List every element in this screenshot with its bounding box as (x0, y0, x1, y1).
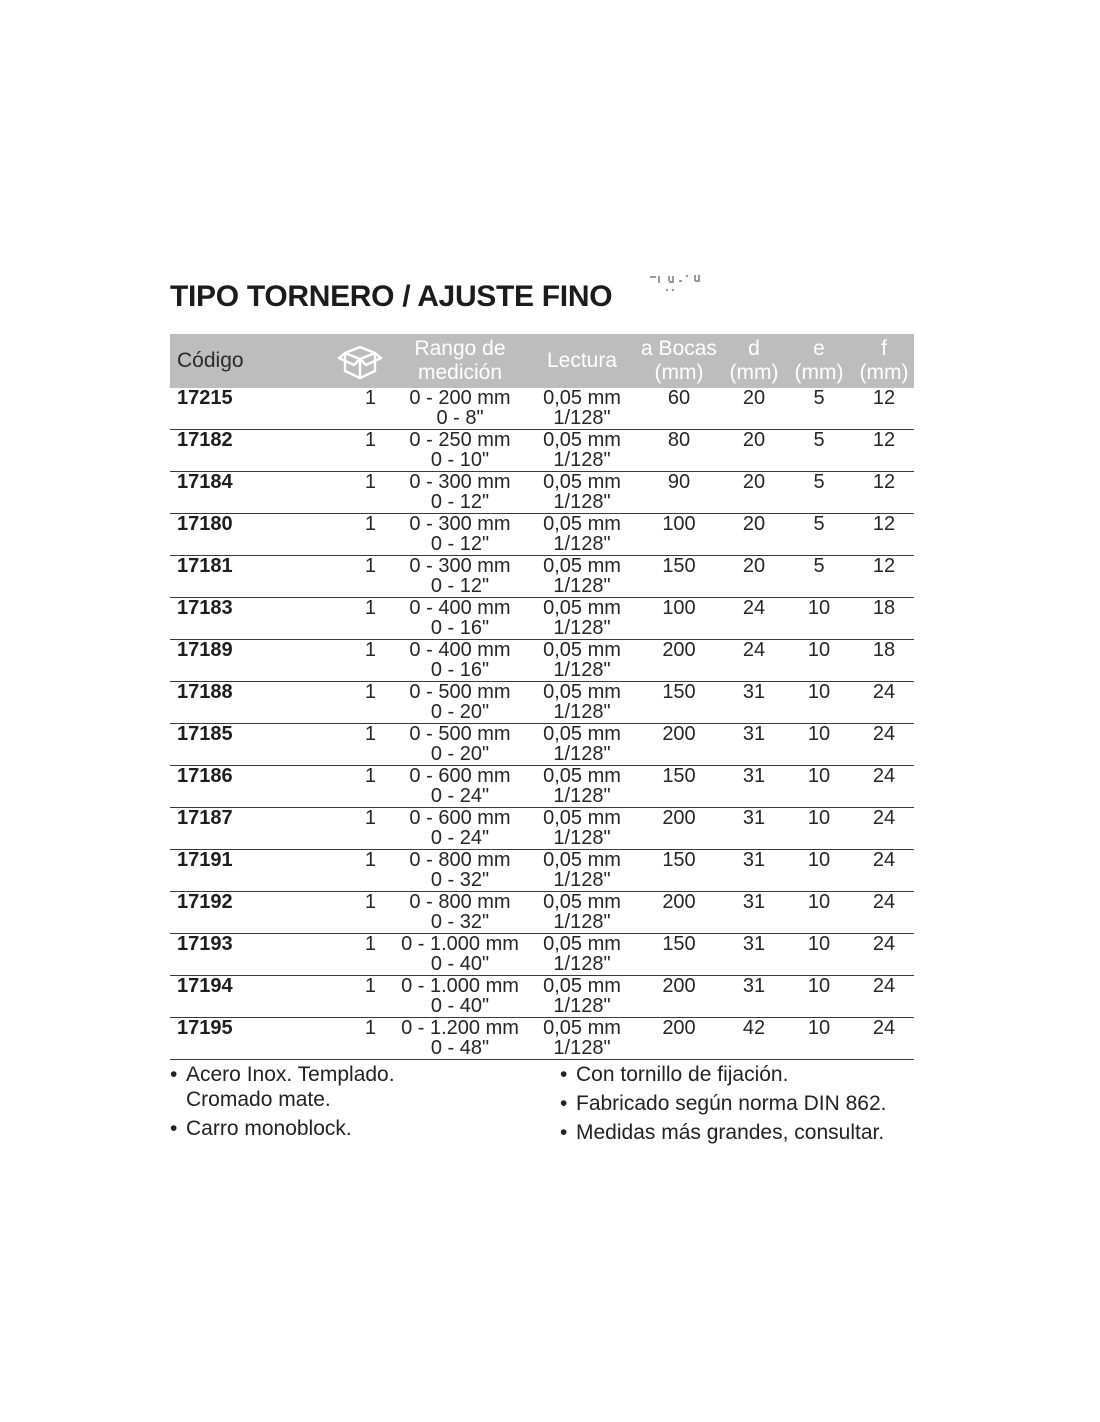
cell-d: 31 (724, 934, 784, 976)
cell-f: 24 (854, 808, 914, 850)
cell-d: 20 (724, 388, 784, 430)
cell-code: 17182 (170, 430, 330, 472)
cell-f: 12 (854, 472, 914, 514)
table-row (170, 934, 914, 976)
cell-e: 10 (784, 682, 854, 724)
cell-jaws: 150 (634, 556, 724, 598)
note-item (560, 1091, 940, 1116)
cell-qty: 1 (330, 472, 390, 514)
cell-qty: 1 (330, 808, 390, 850)
cell-jaws: 150 (634, 850, 724, 892)
cell-f: 12 (854, 388, 914, 430)
note-text: Carro monoblock. (186, 1117, 352, 1140)
cell-range: 0 - 500 mm 0 - 20" (390, 682, 530, 724)
cell-f: 24 (854, 682, 914, 724)
cell-code: 17187 (170, 808, 330, 850)
note-item (560, 1120, 940, 1145)
cell-f: 18 (854, 640, 914, 682)
cell-jaws: 100 (634, 598, 724, 640)
cell-d: 31 (724, 976, 784, 1018)
cell-jaws: 200 (634, 724, 724, 766)
table-row (170, 514, 914, 556)
header-jaws: a Bocas (mm) (634, 334, 724, 388)
cell-reading: 0,05 mm 1/128" (530, 430, 634, 472)
cell-qty: 1 (330, 976, 390, 1018)
cell-reading: 0,05 mm 1/128" (530, 556, 634, 598)
cell-reading: 0,05 mm 1/128" (530, 472, 634, 514)
note-text: Fabricado según norma DIN 862. (576, 1092, 887, 1115)
cell-reading: 0,05 mm 1/128" (530, 892, 634, 934)
note-text: Medidas más grandes, consultar. (576, 1121, 885, 1144)
table-row (170, 808, 914, 850)
cell-e: 5 (784, 430, 854, 472)
cell-e: 5 (784, 514, 854, 556)
notes-left (170, 1062, 550, 1145)
cell-d: 31 (724, 766, 784, 808)
table-row (170, 682, 914, 724)
cell-e: 10 (784, 766, 854, 808)
cell-qty: 1 (330, 850, 390, 892)
cell-code: 17185 (170, 724, 330, 766)
cell-code: 17192 (170, 892, 330, 934)
scan-artifact-marks (648, 272, 728, 296)
cell-reading: 0,05 mm 1/128" (530, 934, 634, 976)
cell-qty: 1 (330, 430, 390, 472)
cell-reading: 0,05 mm 1/128" (530, 388, 634, 430)
cell-jaws: 100 (634, 514, 724, 556)
cell-range: 0 - 800 mm 0 - 32" (390, 892, 530, 934)
cell-f: 24 (854, 892, 914, 934)
cell-code: 17180 (170, 514, 330, 556)
cell-jaws: 150 (634, 682, 724, 724)
bullet: • (560, 1063, 568, 1086)
table-row (170, 766, 914, 808)
cell-qty: 1 (330, 934, 390, 976)
table-row (170, 1018, 914, 1060)
cell-e: 10 (784, 724, 854, 766)
cell-reading: 0,05 mm 1/128" (530, 514, 634, 556)
note-item (170, 1116, 550, 1141)
note-item (560, 1062, 940, 1087)
cell-e: 10 (784, 934, 854, 976)
cell-reading: 0,05 mm 1/128" (530, 640, 634, 682)
cell-range: 0 - 600 mm 0 - 24" (390, 808, 530, 850)
cell-e: 10 (784, 850, 854, 892)
cell-range: 0 - 400 mm 0 - 16" (390, 640, 530, 682)
cell-d: 20 (724, 430, 784, 472)
cell-jaws: 150 (634, 766, 724, 808)
cell-e: 10 (784, 976, 854, 1018)
cell-e: 10 (784, 640, 854, 682)
cell-e: 10 (784, 892, 854, 934)
table-row (170, 724, 914, 766)
notes-right (560, 1062, 940, 1149)
note-text: Acero Inox. Templado. Cromado mate. (186, 1063, 395, 1111)
cell-jaws: 80 (634, 430, 724, 472)
cell-code: 17184 (170, 472, 330, 514)
cell-code: 17195 (170, 1018, 330, 1060)
cell-d: 31 (724, 682, 784, 724)
cell-code: 17181 (170, 556, 330, 598)
cell-d: 42 (724, 1018, 784, 1060)
page-title: TIPO TORNERO / AJUSTE FINO (170, 280, 613, 313)
cell-e: 5 (784, 472, 854, 514)
cell-e: 10 (784, 808, 854, 850)
cell-d: 20 (724, 472, 784, 514)
cell-d: 24 (724, 598, 784, 640)
cell-f: 24 (854, 934, 914, 976)
cell-d: 31 (724, 808, 784, 850)
cell-qty: 1 (330, 598, 390, 640)
cell-reading: 0,05 mm 1/128" (530, 598, 634, 640)
cell-qty: 1 (330, 682, 390, 724)
cell-jaws: 90 (634, 472, 724, 514)
table-row (170, 430, 914, 472)
cell-qty: 1 (330, 556, 390, 598)
header-reading: Lectura (530, 334, 634, 388)
cell-d: 24 (724, 640, 784, 682)
cell-code: 17188 (170, 682, 330, 724)
cell-qty: 1 (330, 1018, 390, 1060)
cell-f: 12 (854, 556, 914, 598)
cell-e: 5 (784, 556, 854, 598)
header-package (330, 334, 390, 388)
cell-e: 10 (784, 598, 854, 640)
cell-code: 17194 (170, 976, 330, 1018)
cell-jaws: 200 (634, 1018, 724, 1060)
cell-range: 0 - 1.000 mm 0 - 40" (390, 934, 530, 976)
cell-range: 0 - 800 mm 0 - 32" (390, 850, 530, 892)
cell-f: 24 (854, 724, 914, 766)
header-e: e (mm) (784, 334, 854, 388)
cell-code: 17183 (170, 598, 330, 640)
table-row (170, 892, 914, 934)
cell-range: 0 - 1.000 mm 0 - 40" (390, 976, 530, 1018)
cell-f: 24 (854, 766, 914, 808)
cell-code: 17191 (170, 850, 330, 892)
table-row (170, 388, 914, 430)
header-range: Rango de medición (390, 334, 530, 388)
cell-qty: 1 (330, 766, 390, 808)
cell-qty: 1 (330, 640, 390, 682)
cell-jaws: 150 (634, 934, 724, 976)
table-body (170, 388, 914, 1060)
table-header-row (170, 334, 914, 388)
box-icon (337, 341, 383, 381)
table-row (170, 598, 914, 640)
cell-jaws: 200 (634, 808, 724, 850)
cell-reading: 0,05 mm 1/128" (530, 808, 634, 850)
cell-qty: 1 (330, 514, 390, 556)
cell-f: 24 (854, 850, 914, 892)
cell-range: 0 - 250 mm 0 - 10" (390, 430, 530, 472)
cell-qty: 1 (330, 892, 390, 934)
header-f: f (mm) (854, 334, 914, 388)
cell-reading: 0,05 mm 1/128" (530, 766, 634, 808)
cell-code: 17193 (170, 934, 330, 976)
bullet: • (560, 1121, 568, 1144)
cell-d: 31 (724, 892, 784, 934)
cell-d: 31 (724, 724, 784, 766)
cell-jaws: 60 (634, 388, 724, 430)
note-text: Con tornillo de fijación. (576, 1063, 789, 1086)
cell-range: 0 - 300 mm 0 - 12" (390, 556, 530, 598)
cell-jaws: 200 (634, 640, 724, 682)
cell-f: 24 (854, 976, 914, 1018)
cell-reading: 0,05 mm 1/128" (530, 976, 634, 1018)
cell-reading: 0,05 mm 1/128" (530, 724, 634, 766)
table-row (170, 640, 914, 682)
table-row (170, 472, 914, 514)
table-row (170, 976, 914, 1018)
cell-range: 0 - 500 mm 0 - 20" (390, 724, 530, 766)
cell-range: 0 - 300 mm 0 - 12" (390, 472, 530, 514)
cell-e: 5 (784, 388, 854, 430)
cell-range: 0 - 600 mm 0 - 24" (390, 766, 530, 808)
cell-d: 31 (724, 850, 784, 892)
bullet: • (560, 1092, 568, 1115)
table-row (170, 556, 914, 598)
cell-reading: 0,05 mm 1/128" (530, 682, 634, 724)
cell-range: 0 - 1.200 mm 0 - 48" (390, 1018, 530, 1060)
header-d: d (mm) (724, 334, 784, 388)
cell-d: 20 (724, 556, 784, 598)
cell-reading: 0,05 mm 1/128" (530, 1018, 634, 1060)
cell-range: 0 - 300 mm 0 - 12" (390, 514, 530, 556)
note-item (170, 1062, 550, 1112)
cell-range: 0 - 200 mm 0 - 8" (390, 388, 530, 430)
cell-f: 18 (854, 598, 914, 640)
cell-code: 17186 (170, 766, 330, 808)
cell-jaws: 200 (634, 976, 724, 1018)
cell-f: 24 (854, 1018, 914, 1060)
cell-range: 0 - 400 mm 0 - 16" (390, 598, 530, 640)
cell-code: 17215 (170, 388, 330, 430)
cell-e: 10 (784, 1018, 854, 1060)
cell-code: 17189 (170, 640, 330, 682)
bullet: • (170, 1063, 178, 1086)
header-code: Código (170, 334, 330, 388)
table-row (170, 850, 914, 892)
cell-qty: 1 (330, 724, 390, 766)
cell-f: 12 (854, 430, 914, 472)
cell-reading: 0,05 mm 1/128" (530, 850, 634, 892)
spec-table (170, 334, 914, 1060)
bullet: • (170, 1117, 178, 1140)
cell-qty: 1 (330, 388, 390, 430)
cell-f: 12 (854, 514, 914, 556)
cell-d: 20 (724, 514, 784, 556)
cell-jaws: 200 (634, 892, 724, 934)
